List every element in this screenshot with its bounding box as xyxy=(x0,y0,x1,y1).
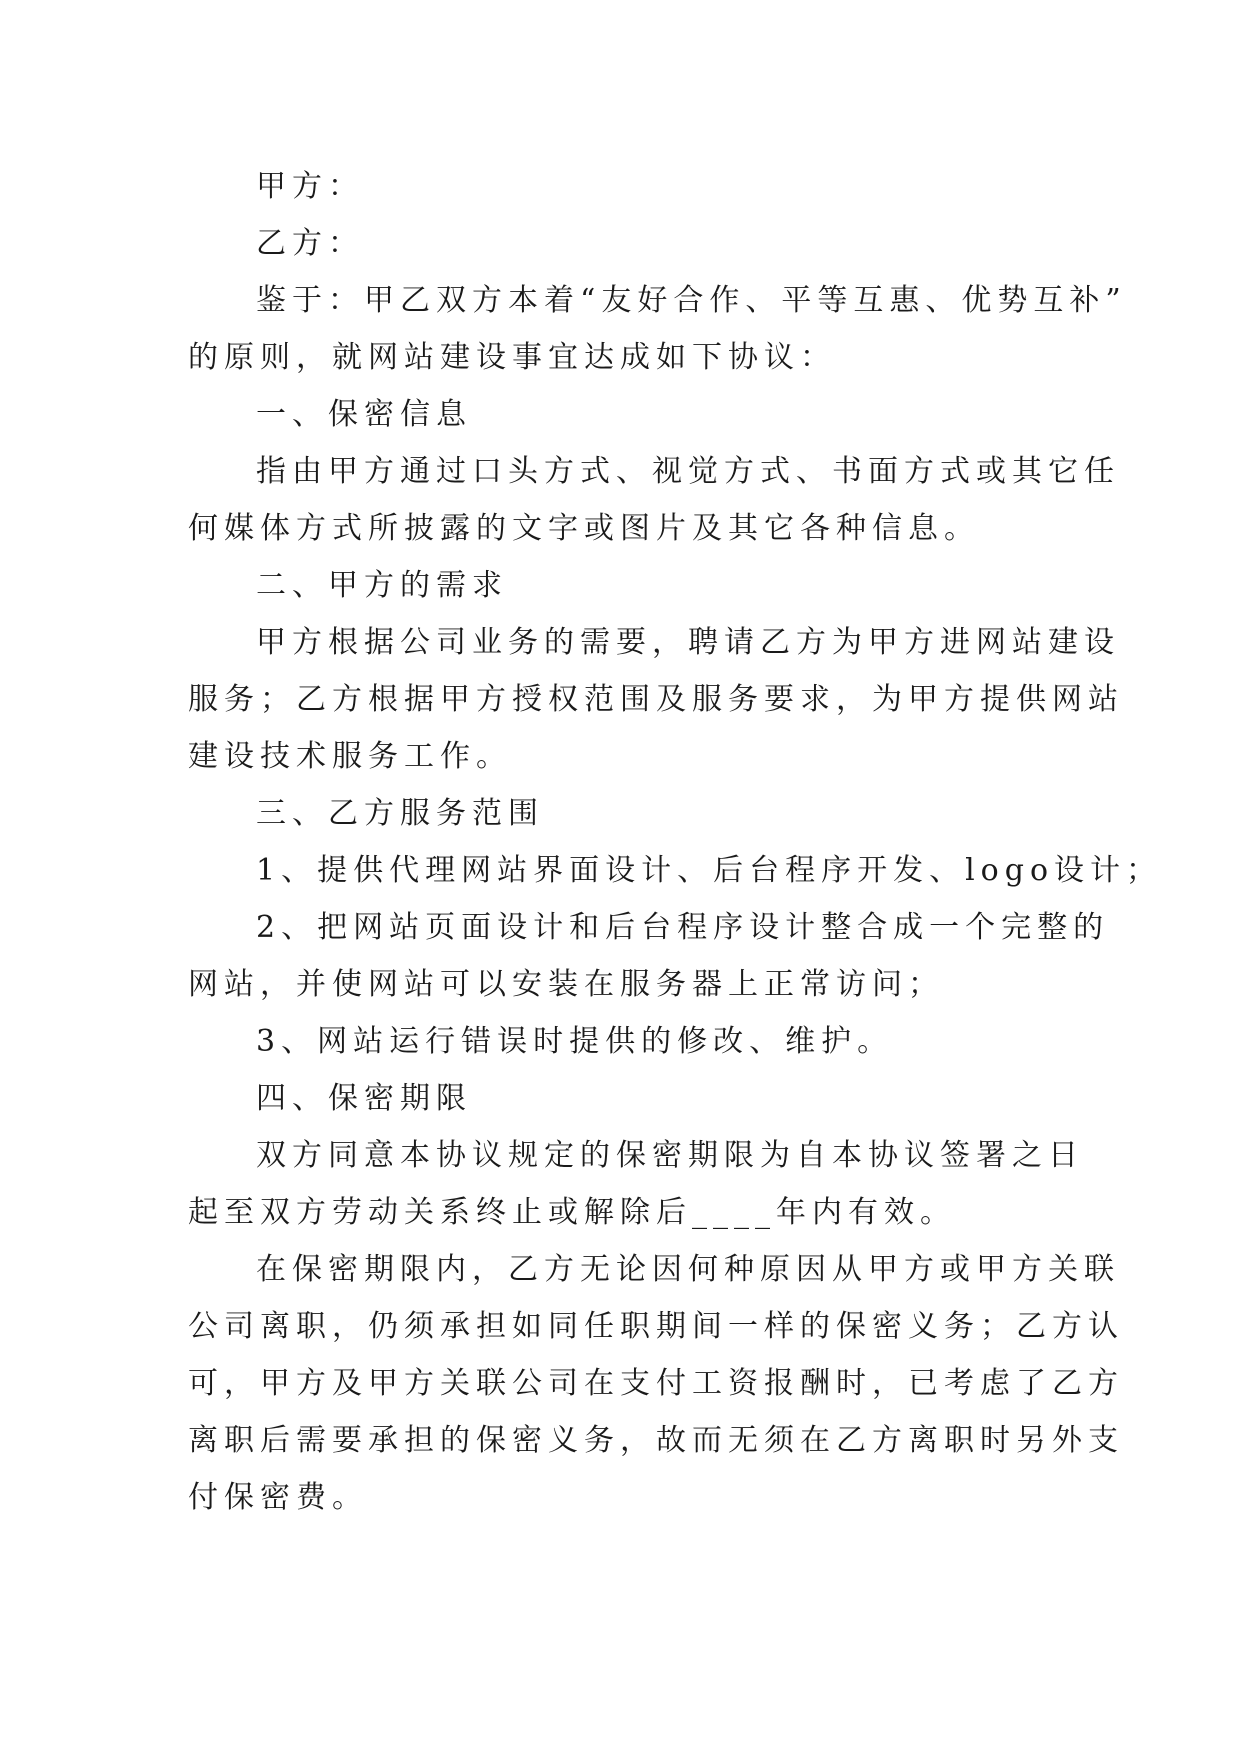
party-a-line: 甲方： xyxy=(256,169,364,204)
paragraph-line: 在保密期限内，乙方无论因何种原因从甲方或甲方关联 xyxy=(256,1252,1120,1287)
paragraph-line: 建设技术服务工作。 xyxy=(188,739,512,774)
document-body xyxy=(188,158,1163,1526)
paragraph-line: 可，甲方及甲方关联公司在支付工资报酬时，已考虑了乙方 xyxy=(188,1366,1124,1401)
section-heading: 一、保密信息 xyxy=(256,397,472,432)
preamble-line: 鉴于：甲乙双方本着“友好合作、平等互惠、优势互补” xyxy=(256,283,1127,318)
list-item: 2、把网站页面设计和后台程序设计整合成一个完整的 xyxy=(256,910,1110,945)
party-b-line: 乙方： xyxy=(256,226,364,261)
list-item: 3、网站运行错误时提供的修改、维护。 xyxy=(256,1024,894,1059)
paragraph-line: 何媒体方式所披露的文字或图片及其它各种信息。 xyxy=(188,511,980,546)
section-heading: 二、甲方的需求 xyxy=(256,568,508,603)
preamble-line: 的原则，就网站建设事宜达成如下协议： xyxy=(188,340,836,375)
paragraph-line: 付保密费。 xyxy=(188,1480,368,1515)
paragraph-line: 甲方根据公司业务的需要，聘请乙方为甲方进网站建设 xyxy=(256,625,1120,660)
section-heading: 三、乙方服务范围 xyxy=(256,796,544,831)
list-item: 1、提供代理网站界面设计、后台程序开发、logo设计； xyxy=(256,853,1163,888)
paragraph-line: 离职后需要承担的保密义务，故而无须在乙方离职时另外支 xyxy=(188,1423,1124,1458)
paragraph-line: 双方同意本协议规定的保密期限为自本协议签署之日 xyxy=(256,1138,1084,1173)
section-heading: 四、保密期限 xyxy=(256,1081,472,1116)
paragraph-line: 服务；乙方根据甲方授权范围及服务要求，为甲方提供网站 xyxy=(188,682,1124,717)
paragraph-line: 指由甲方通过口头方式、视觉方式、书面方式或其它任 xyxy=(256,454,1120,489)
list-item: 网站，并使网站可以安装在服务器上正常访问； xyxy=(188,967,944,1002)
paragraph-line: 公司离职，仍须承担如同任职期间一样的保密义务；乙方认 xyxy=(188,1309,1124,1344)
paragraph-line: 起至双方劳动关系终止或解除后____年内有效。 xyxy=(188,1195,956,1230)
